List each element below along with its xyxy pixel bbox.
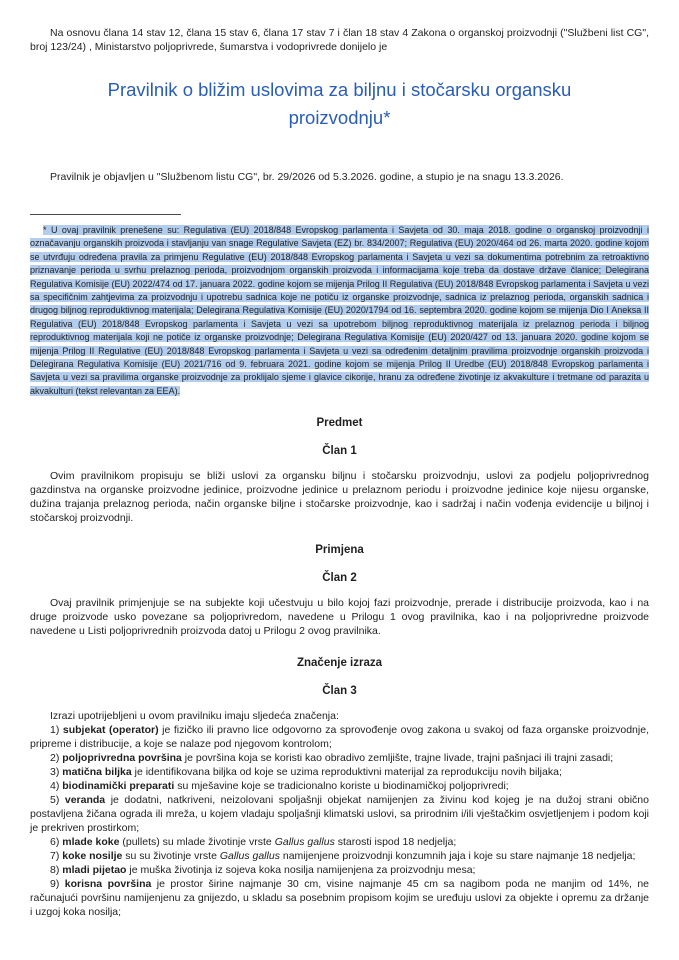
definition-item-1: 1) subjekat (operator) je fizičko ili pravno lice odgovorno za sprovođenje ovog zakona u svakoj od faza organske proizvodnje, pripreme i distribucije, a koje se nalaze pod njegovom kontrolom;	[30, 724, 649, 751]
definition-item-2: 2) poljoprivredna površina je površina koja se koristi kao obradivo zemljište, trajne livade, trajni pašnjaci ili trajni zasadi;	[50, 752, 614, 765]
article-heading-clan-1: Član 1	[322, 445, 357, 458]
section-heading-primjena: Primjena	[315, 544, 364, 557]
article-heading-clan-3: Član 3	[322, 685, 357, 698]
definition-item-4: 4) biodinamički preparati su mješavine koje se tradicionalno koriste u biodinamičkoj poljoprivredi;	[50, 780, 509, 793]
section-heading-znacenje-izraza: Značenje izraza	[296, 657, 382, 670]
document-title: Pravilnik o bližim uslovima za biljnu i stočarsku organsku proizvodnju*	[107, 79, 572, 128]
footnote-paragraph	[30, 224, 649, 398]
definition-item-9: 9) korisna površina je prostor širine najmanje 30 cm, visine najmanje 45 cm sa nagibom poda ne manjim od 14%, ne računajući površinu namijenjenu za gnijezdo, u skladu sa posebnim propisom kojim se uređuju uslovi za objekte i opremu za držanje i uzgoj koka nosilja;	[30, 878, 650, 919]
section-heading-predmet: Predmet	[316, 417, 363, 430]
footnote-separator-line	[30, 214, 181, 215]
article-heading-clan-2: Član 2	[322, 572, 357, 585]
preamble-paragraph: Na osnovu člana 14 stav 12, člana 15 stav 6, člana 17 stav 7 i član 18 stav 4 Zakona o organskoj proizvodnji ("Službeni list CG", broj 123/24) , Ministarstvo poljoprivrede, šumarstva i vodoprivrede donijelo je	[30, 27, 649, 53]
article-1-text: Ovim pravilnikom propisuju se bliži uslovi za organsku biljnu i stočarsku proizvodnju, uslovi za podjelu poljoprivrednog gazdinstva na organske proizvodne jedinice, proizvodne jedinice u prelaznom periodu i proizvodne jedinice koje nijesu organske, dužina trajanja prelaznog perioda, način organske biljne i stočarske proizvodnje, kao i sadržaj i način vođenja evidencije u biljnoj i stočarskoj proizvodnji.	[30, 470, 649, 525]
definition-item-5: 5) veranda je dodatni, natkriveni, neizolovani spoljašnji objekat namijenjen za živinu kod kojeg je na dužoj strani obično postavljena žičana ograda ili mreža, u kojem vladaju spoljašnji klimatski uslovi, sa prirodnim i/ili vještačkim osvjetljenjem i podom koji je prekriven prostirkom;	[30, 794, 649, 835]
definition-item-6: 6) mlade koke (pullets) su mlade životinje vrste Gallus gallus starosti ispod 18 nedjelja;	[50, 836, 457, 849]
definitions-intro: Izrazi upotrijebljeni u ovom pravilniku imaju sljedeća značenja:	[50, 710, 339, 723]
definition-item-7: 7) koke nosilje su su životinje vrste Gallus gallus namijenjene proizvodnji konzumnih jaja i koje su stare najmanje 18 nedjelja;	[50, 850, 636, 863]
definition-item-3: 3) matična biljka je identifikovana biljka od koje se uzima reproduktivni materijal za reprodukciju novih biljaka;	[50, 766, 562, 779]
publication-note: Pravilnik je objavljen u "Službenom listu CG", br. 29/2026 od 5.3.2026. godine, a stupio je na snagu 13.3.2026.	[50, 171, 564, 183]
article-2-text: Ovaj pravilnik primjenjuje se na subjekte koji učestvuju u bilo kojoj fazi proizvodnje, prerade i distribucije proizvoda, kao i na druge proizvode usko povezane sa poljoprivredom, navedene u Prilogu 1 ovog pravilnika, kao i na poljoprivredne proizvode navedene u Listi poljoprivrednih proizvoda datoj u Prilogu 2 ovog pravilnika.	[30, 597, 649, 638]
definition-item-8: 8) mladi pijetao je muška životinja iz sojeva koka nosilja namijenjena za proizvodnju mesa;	[50, 864, 476, 877]
footnote-highlighted-text: * U ovaj pravilnik prenešene su: Regulativa (EU) 2018/848 Evropskog parlamenta i Savjeta od 30. maja 2018. godine o organskoj proizvodnji i označavanju organskih proizvoda i stavljanju van snage Regulative Savjeta (EZ) br. 834/2007; Regulativa (EU) 2020/464 od 26. marta 2020. godine kojom se utvrđuju određena pravila za primjenu Regulative (EU) 2018/848 Evropskog parlamenta i Savjeta u vezi sa dokumentima potrebnim za retroaktivno priznavanje perioda u svrhu prelaznog perioda, proizvodnjom organskih proizvoda i informacijama koje treba da dostave države članice; Delegirana Regulativa Komisije (EU) 2022/474 od 17. januara 2022. godine kojom se mijenja Prilog II Regulativa (EU) 2018/848 Evropskog parlamenta i Savjeta u vezi sa specifičnim zahtjevima za proizvodnju i upotrebu sadnica koje ne potiču iz organske proizvodnje, sadnica iz prelaznog perioda, organskih sadnica i drugog biljnog reproduktivnog materijala; Delegirana Regulativa Komisije (EU) 2020/1794 od 16. septembra 2020. godine kojom se mijenja Dio I Aneksa II Regulativa (EU) 2018/848 Evropskog parlamenta i Savjeta u vezi sa upotrebom biljnog reproduktivnog materijala iz prelaznog perioda i biljnog reproduktivnog materijala koji ne potiče iz organske proizvodnje; Delegirana Regulativa Komisije (EU) 2020/427 od 13. januara 2020. godine kojom se mijenja Prilog II Regulative (EU) 2018/848 Evropskog parlamenta i Savjeta u vezi sa određenim detaljnim pravilima proizvodnje organskih proizvoda i Delegirana Regulativa Komisije (EU) 2021/716 od 9. februara 2021. godine kojom se mijenja Prilog II Uredbe (EU) 2018/848 Evropskog parlamenta i Savjeta u vezi sa pravilima organske proizvodnje za proklijalo sjeme i glavice cikorije, hranu za određene životinje iz akvakulture i tretmane od parazita u akvakulturi (tekst relevantan za EEA).	[30, 225, 649, 396]
